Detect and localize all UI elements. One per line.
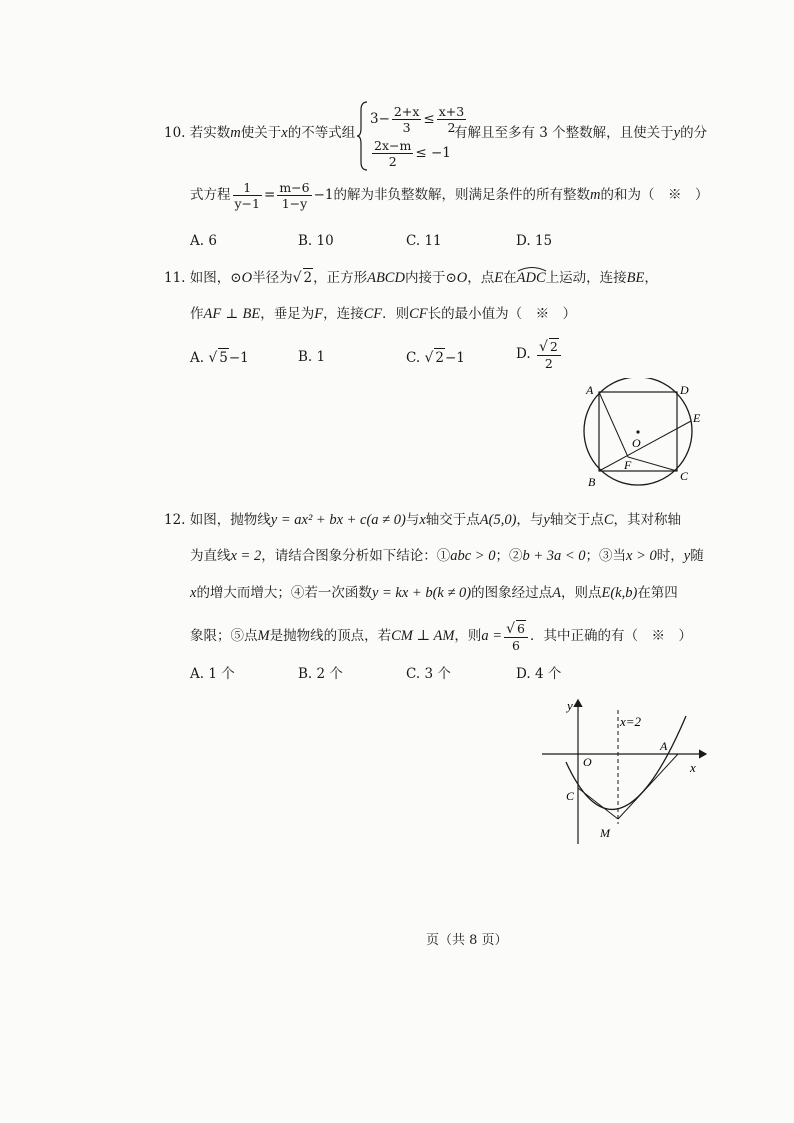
option-a: A. 1 个 <box>190 666 235 682</box>
label-a: A <box>660 739 668 753</box>
q12-line3: x的增大而增大；④若一次函数y = kx + b(k ≠ 0)的图象经过点A，则点E(k,b)在第四 <box>190 585 678 601</box>
option-d: D. $\frac{√ 2}{2}$ <box>516 338 563 371</box>
segment-cf <box>628 457 677 471</box>
q12-line1: 12. 如图，抛物线y = ax² + bx + c(a ≠ 0)与x轴交于点A(5,0)，与y轴交于点C，其对称轴 <box>164 512 682 528</box>
circle-square-figure <box>576 378 706 488</box>
label-x: x <box>690 760 696 775</box>
fraction: $\frac{m-6}{1-y}$ <box>279 180 310 211</box>
label-y: y <box>567 698 573 713</box>
label-o: O <box>632 436 641 450</box>
q11-number: 11. <box>164 270 186 286</box>
inequality-system <box>356 100 465 172</box>
label-o: O <box>583 755 592 769</box>
q12-number: 12. <box>164 512 186 528</box>
label-c: C <box>680 469 689 483</box>
inequality-1: 3− $\frac{2+x}{3}$ ≤ $\frac{x+3}{2}$ <box>370 104 465 135</box>
q10-text: 若实数 <box>189 125 231 141</box>
segment-af <box>599 392 628 457</box>
option-d: D. 15 <box>516 233 553 249</box>
brace-icon <box>356 100 370 172</box>
q10-number: 10. <box>164 125 186 141</box>
q11-line1: 11. 如图，⊙O半径为√ 2，正方形ABCD内接于⊙O，点E在 ADC上运动，连接BE， <box>164 268 658 287</box>
option-d: D. 4 个 <box>516 666 562 682</box>
segment-am <box>618 754 678 819</box>
q11-options <box>190 338 630 374</box>
option-b: B. 1 <box>298 349 326 365</box>
q10-line1-cont: 有解且至多有 3 个整数解，且使关于y的分 <box>454 125 708 141</box>
q12-line2: 为直线x = 2，请结合图象分析如下结论：①abc > 0；②b + 3a < 0；③当x > 0时，y随 <box>190 548 704 564</box>
label-f: F <box>624 458 632 472</box>
label-e: E <box>693 411 701 425</box>
page-footer: 页（共 8 页） <box>426 933 508 948</box>
q10-text: 的不等式组 <box>287 125 356 141</box>
q11-line2: 作AF ⊥ BE，垂足为F，连接CF．则CF长的最小值为（ ※ ） <box>190 306 577 322</box>
var-y: y <box>673 125 681 141</box>
arc-adc: ADC <box>517 269 546 287</box>
label-c: C <box>566 789 575 803</box>
var-x: x <box>281 125 288 141</box>
fraction: $\frac{1}{y-1}$ <box>234 180 260 211</box>
var-m: m <box>230 125 241 141</box>
option-a: A. 6 <box>190 233 217 249</box>
label-a: A <box>586 383 594 397</box>
option-c: C. 3 个 <box>406 666 451 682</box>
q10-text: 使关于 <box>240 125 282 141</box>
q12-line4: 象限；⑤点M是抛物线的顶点，若CM ⊥ AM，则a = $\frac{√ 6}{6}$ ．其中正确的有（ ※ ） <box>190 621 692 653</box>
option-b: B. 10 <box>298 233 334 249</box>
option-a: A. √ 5−1 <box>190 350 249 366</box>
segment-cm <box>578 788 618 819</box>
q10-line2: 式方程 $\frac{1}{y-1}$ = $\frac{m-6}{1-y}$ −1的解为非负整数解，则满足条件的所有整数m的和为（ ※ ） <box>190 180 709 211</box>
option-b: B. 2 个 <box>298 666 343 682</box>
label-d: D <box>680 383 689 397</box>
q10-line1 <box>164 124 355 142</box>
inequality-2: $\frac{2x-m}{2}$ ≤ −1 <box>374 138 451 169</box>
center-point <box>636 430 639 433</box>
parabola-figure <box>536 694 716 846</box>
option-c: C. √ 2−1 <box>406 350 465 366</box>
label-m: M <box>600 826 610 840</box>
label-b: B <box>588 475 596 488</box>
option-c: C. 11 <box>406 233 442 249</box>
label-axis: x=2 <box>620 714 642 729</box>
